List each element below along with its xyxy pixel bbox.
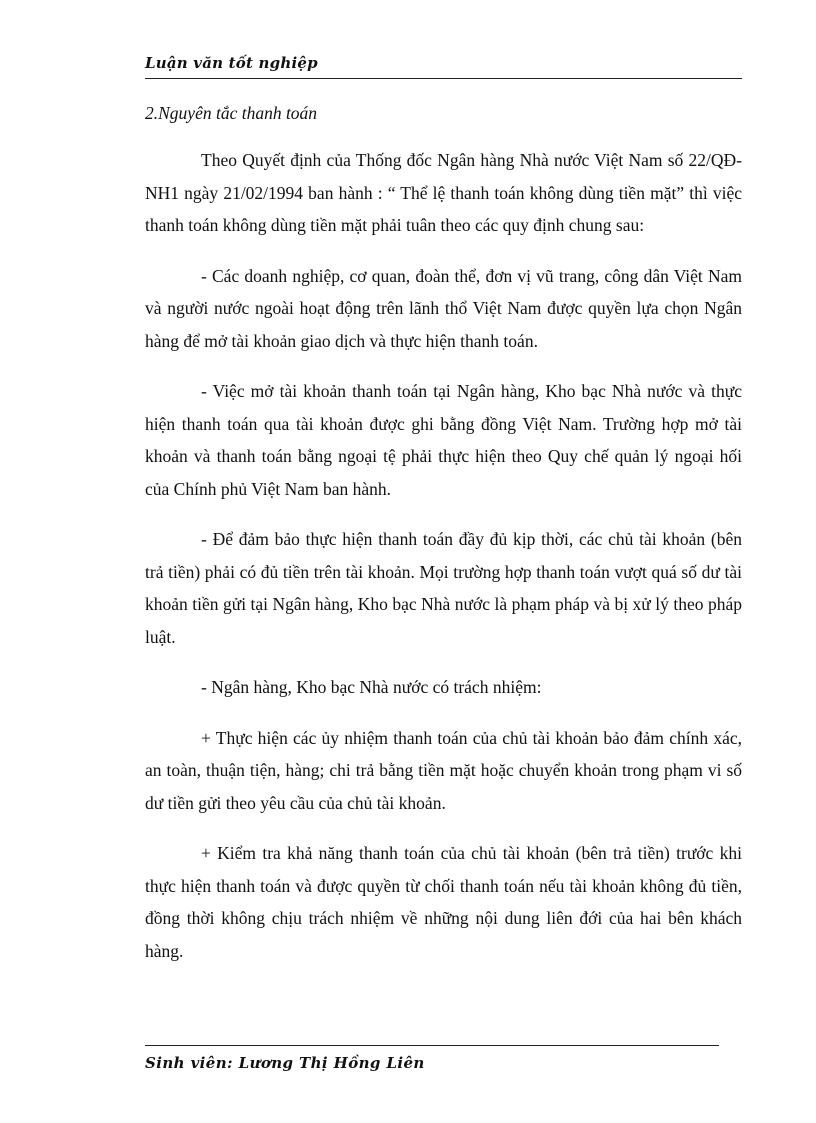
header-title: Luận văn tốt nghiệp (145, 54, 318, 72)
paragraph-decision: Theo Quyết định của Thống đốc Ngân hàng Nhà nước Việt Nam số 22/QĐ-NH1 ngày 21/02/1994 ban hành : “ Thể lệ thanh toán không dùng tiền mặt” thì việc thanh toán không dùng tiền mặt phải tuân theo các quy định chung sau: (145, 150, 742, 235)
footer-student-name: Sinh viên: Lương Thị Hồng Liên (145, 1054, 425, 1072)
document-body (145, 100, 742, 985)
page-footer (145, 1045, 719, 1072)
paragraph-currency: - Việc mở tài khoản thanh toán tại Ngân hàng, Kho bạc Nhà nước và thực hiện thanh toán qua tài khoản được ghi bằng đồng Việt Nam. Trường hợp mở tài khoản và thanh toán bằng ngoại tệ phải thực hiện theo Quy chế quản lý ngoại hối của Chính phủ Việt Nam ban hành. (145, 381, 742, 499)
section-heading: 2.Nguyên tắc thanh toán (145, 103, 318, 123)
paragraph-account-choice: - Các doanh nghiệp, cơ quan, đoàn thể, đơn vị vũ trang, công dân Việt Nam và người nước ngoài hoạt động trên lãnh thổ Việt Nam được quyền lựa chọn Ngân hàng để mở tài khoản giao dịch và thực hiện thanh toán. (145, 265, 742, 351)
paragraph-sufficient-funds: - Để đảm bảo thực hiện thanh toán đầy đủ kịp thời, các chủ tài khoản (bên trả tiền) phải có đủ tiền trên tài khoản. Mọi trường hợp thanh toán vượt quá số dư tài khoản tiền gửi tại Ngân hàng, Kho bạc Nhà nước là phạm pháp và bị xử lý theo pháp luật. (145, 529, 742, 647)
paragraph-duty-execute: + Thực hiện các ủy nhiệm thanh toán của chủ tài khoản bảo đảm chính xác, an toàn, thuận tiện, hàng; chi trả bằng tiền mặt hoặc chuyển khoản trong phạm vi số dư tiền gửi theo yêu cầu của chủ tài khoản. (145, 727, 742, 813)
paragraph-duty-check: + Kiểm tra khả năng thanh toán của chủ tài khoản (bên trả tiền) trước khi thực hiện thanh toán và được quyền từ chối thanh toán nếu tài khoản không đủ tiền, đồng thời không chịu trách nhiệm về những nội dung liên đới của hai bên khách hàng. (145, 843, 742, 961)
page-header (145, 52, 742, 79)
paragraph-bank-duties: - Ngân hàng, Kho bạc Nhà nước có trách nhiệm: (201, 677, 542, 697)
